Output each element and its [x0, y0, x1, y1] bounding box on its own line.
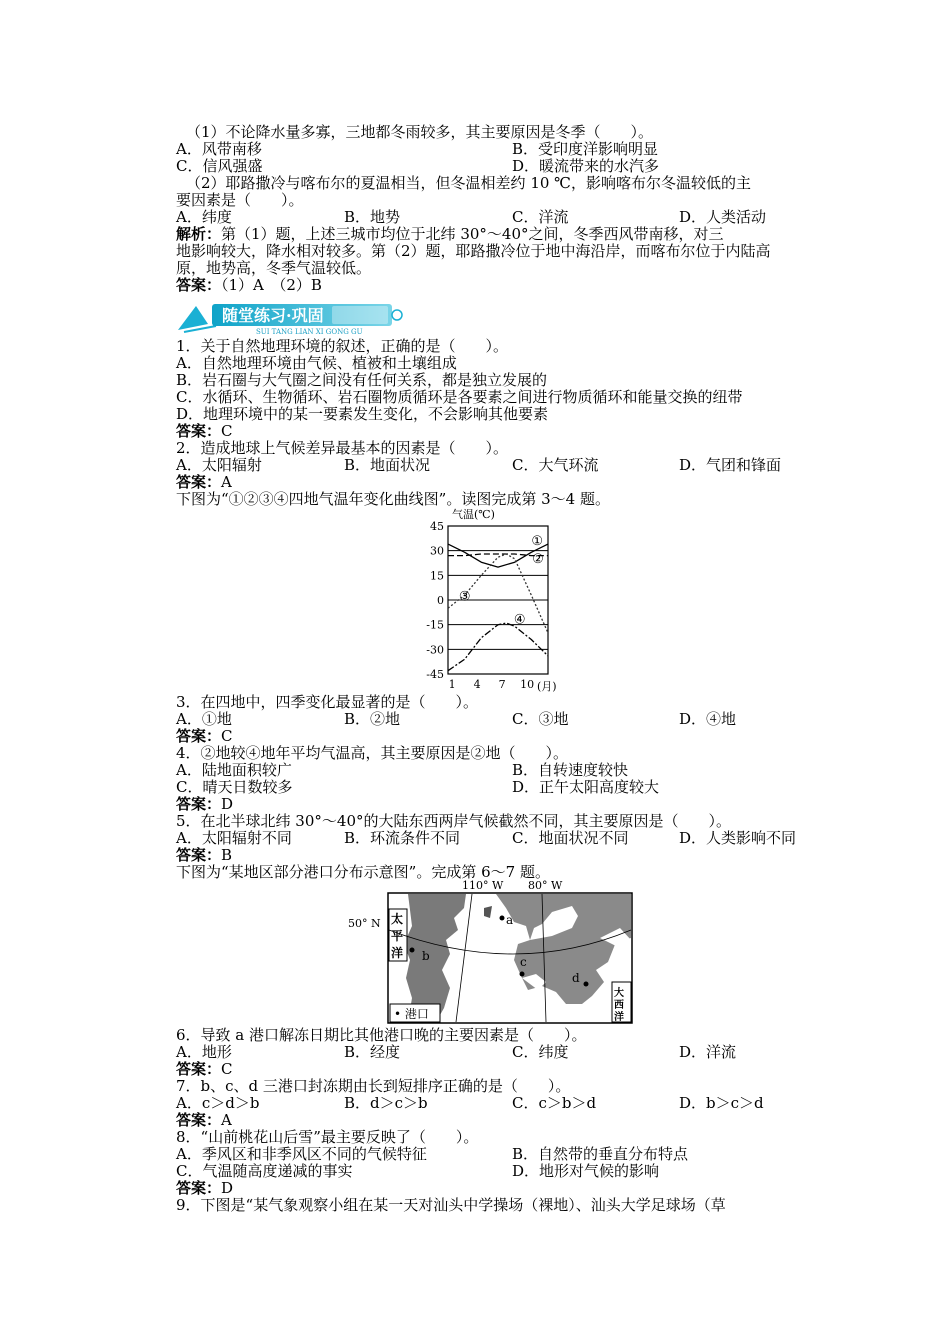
- q4-options-row2: [176, 779, 816, 796]
- answer-value: C: [221, 422, 233, 440]
- chart-y-tick-label: -15: [426, 618, 444, 632]
- answer-value: B: [221, 846, 233, 864]
- q7-options: [176, 1095, 816, 1112]
- q1-option-d: D．地理环境中的某一要素发生变化，不会影响其他要素: [176, 405, 549, 423]
- answer-label: 答案：: [176, 1060, 222, 1078]
- q1-answer: [176, 423, 233, 440]
- q5-stem: 5．在北半球北纬 30°～40°的大陆东西两岸气候截然不同，其主要原因是（ ）。: [176, 812, 731, 830]
- option-a: A．太阳辐射不同: [176, 829, 292, 847]
- chart-x-tick-label: 4: [473, 678, 481, 691]
- chart-series-label: ②: [532, 551, 544, 567]
- option-c: C．纬度: [512, 1043, 569, 1061]
- q3-options: [176, 711, 816, 728]
- chart-x-tick-label: 1: [448, 678, 456, 691]
- chart-series-line: [448, 623, 548, 671]
- chart-series-label: ③: [458, 589, 471, 605]
- answer-value: （1）A （2）B: [221, 276, 322, 294]
- port-d-label: d: [572, 971, 580, 985]
- q3-stem: 3．在四地中，四季变化最显著的是（ ）。: [176, 693, 479, 711]
- option-b: B．d＞c＞b: [344, 1094, 428, 1112]
- chart-ylabel: 气温(℃): [452, 508, 495, 521]
- option-a: A．①地: [176, 710, 232, 728]
- answer-label: 答案：: [176, 846, 222, 864]
- analysis-text: 第（1）题，上述三城市均位于北纬 30°～40°之间，冬季西风带南移，对三: [221, 225, 724, 243]
- q5-answer: [176, 847, 232, 864]
- map-atlantic-char3: 洋: [614, 1012, 624, 1023]
- q1-stem: 1．关于自然地理环境的叙述，正确的是（ ）。: [176, 337, 509, 355]
- option-b: B．环流条件不同: [344, 829, 461, 847]
- option-a: A．风带南移: [176, 140, 262, 158]
- map-pacific-char3: 洋: [391, 946, 404, 960]
- answer-label: 答案：: [176, 795, 222, 813]
- section-banner: [176, 300, 406, 336]
- chart-series-label: ①: [531, 533, 543, 549]
- map-lon-80w: 80° W: [528, 879, 563, 892]
- option-c: C．洋流: [512, 208, 569, 226]
- option-c: C．地面状况不同: [512, 829, 629, 847]
- option-a: A．陆地面积较广: [176, 761, 292, 779]
- q1-option-a: A．自然地理环境由气候、植被和土壤组成: [176, 354, 457, 372]
- option-a: A．季风区和非季风区不同的气候特征: [176, 1145, 427, 1163]
- q9-stem: 9．下图是“某气象观察小组在某一天对汕头中学操场（裸地）、汕头大学足球场（草: [176, 1196, 726, 1214]
- intro-q1-stem: （1）不论降水量多寡，三地都冬雨较多，其主要原因是冬季（ ）。: [186, 123, 654, 141]
- intro-q2-stem-line1: （2）耶路撒冷与喀布尔的夏温相当，但冬温相差约 10 ℃，影响喀布尔冬温较低的主: [186, 174, 751, 192]
- map-legend: • 港口: [394, 1007, 429, 1021]
- chart-series-label: ④: [513, 612, 526, 628]
- q2-options: [176, 457, 816, 474]
- option-a: A．太阳辐射: [176, 456, 262, 474]
- option-b: B．自转速度较快: [512, 761, 629, 779]
- option-d: D．④地: [679, 710, 737, 728]
- map-atlantic-char1: 大: [614, 988, 624, 999]
- q1-option-b: B．岩石圈与大气圈之间没有任何关系，都是独立发展的: [176, 371, 548, 389]
- answer-value: A: [221, 473, 232, 491]
- q4-answer: [176, 796, 233, 813]
- option-a: A．纬度: [176, 208, 232, 226]
- banner-pinyin: SUI TANG LIAN XI GONG GU: [256, 328, 363, 336]
- q6-stem: 6．导致 a 港口解冻日期比其他港口晚的主要因素是（ ）。: [176, 1026, 587, 1044]
- chart-y-tick-label: 0: [437, 594, 444, 607]
- answer-label: 答案：: [176, 473, 222, 491]
- port-c: [520, 972, 525, 977]
- analysis-line3: 原，地势高，冬季气温较低。: [176, 259, 372, 277]
- temperature-chart: [416, 506, 568, 692]
- chart-y-tick-label: -45: [426, 668, 444, 681]
- banner-title: 随堂练习·巩固: [222, 306, 324, 325]
- chart-y-tick-label: 45: [430, 520, 444, 533]
- answer-value: C: [221, 727, 233, 745]
- fig2-intro: 下图为“某地区部分港口分布示意图”。完成第 6～7 题。: [176, 863, 550, 881]
- intro-q2-stem-line2: 要因素是（ ）。: [176, 191, 304, 209]
- option-d: D．气团和锋面: [679, 456, 782, 474]
- q2-stem: 2．造成地球上气候差异最基本的因素是（ ）。: [176, 439, 509, 457]
- option-d: D．暖流带来的水汽多: [512, 157, 660, 175]
- q8-answer: [176, 1180, 233, 1197]
- map-lat-50n: 50° N: [348, 917, 381, 930]
- map-atlantic-char2: 西: [614, 1000, 624, 1011]
- option-d: D．洋流: [679, 1043, 737, 1061]
- chart-y-tick-label: 15: [430, 569, 444, 583]
- option-c: C．信风强盛: [176, 157, 263, 175]
- banner-sail-icon: [178, 306, 208, 330]
- port-a-label: a: [506, 913, 514, 927]
- option-a: A．c＞d＞b: [176, 1094, 260, 1112]
- chart-y-tick-label: -30: [426, 643, 444, 657]
- chart-xlabel: (月): [537, 680, 557, 692]
- analysis-line1: [176, 226, 724, 243]
- answer-label: 答案：: [176, 276, 222, 294]
- intro-q2-opts: [176, 209, 816, 226]
- q7-answer: [176, 1112, 232, 1129]
- q3-answer: [176, 728, 233, 745]
- q5-options: [176, 830, 816, 847]
- option-b: B．地势: [344, 208, 401, 226]
- chart-y-tick-label: 30: [430, 544, 444, 558]
- map-pacific-char2: 平: [391, 929, 404, 943]
- answer-value: A: [221, 1111, 232, 1129]
- intro-q1-opts-row1: [176, 141, 816, 158]
- intro-q1-opts-row2: [176, 158, 816, 175]
- q8-options-row2: [176, 1163, 816, 1180]
- map-pacific-char1: 太: [391, 912, 404, 926]
- answer-value: D: [221, 795, 234, 813]
- q4-options-row1: [176, 762, 816, 779]
- port-b: [410, 948, 415, 953]
- option-b: B．②地: [344, 710, 401, 728]
- analysis-label: 解析：: [176, 225, 222, 243]
- port-b-label: b: [422, 949, 430, 963]
- option-c: C．晴天日数较多: [176, 778, 293, 796]
- answer-value: C: [221, 1060, 233, 1078]
- answer-label: 答案：: [176, 422, 222, 440]
- analysis-line2: 地影响较大，降水相对较多。第（2）题，耶路撒冷位于地中海沿岸，而喀布尔位于内陆高: [176, 242, 771, 260]
- option-b: B．自然带的垂直分布特点: [512, 1145, 689, 1163]
- port-map: [346, 878, 636, 1028]
- option-b: B．经度: [344, 1043, 401, 1061]
- q8-stem: 8．“山前桃花山后雪”最主要反映了（ ）。: [176, 1128, 479, 1146]
- port-c-label: c: [520, 955, 527, 969]
- option-c: C．气温随高度递减的事实: [176, 1162, 353, 1180]
- answer-label: 答案：: [176, 727, 222, 745]
- port-d: [584, 982, 589, 987]
- q7-stem: 7．b、c、d 三港口封冻期由长到短排序正确的是（ ）。: [176, 1077, 571, 1095]
- option-d: D．正午太阳高度较大: [512, 778, 660, 796]
- q4-stem: 4．②地较④地年平均气温高，其主要原因是②地（ ）。: [176, 744, 569, 762]
- port-a: [500, 916, 505, 921]
- option-b: B．地面状况: [344, 456, 431, 474]
- chart-x-tick-label: 10: [520, 678, 535, 691]
- answer-value: D: [221, 1179, 234, 1197]
- q1-option-c: C．水循环、生物循环、岩石圈物质循环是各要素之间进行物质循环和能量交换的纽带: [176, 388, 743, 406]
- answer-label: 答案：: [176, 1111, 222, 1129]
- intro-answer: [176, 277, 322, 294]
- q6-options: [176, 1044, 816, 1061]
- option-c: C．大气环流: [512, 456, 599, 474]
- option-d: D．人类影响不同: [679, 829, 797, 847]
- answer-label: 答案：: [176, 1179, 222, 1197]
- q2-answer: [176, 474, 232, 491]
- option-d: D．人类活动: [679, 208, 767, 226]
- fig1-intro: 下图为“①②③④四地气温年变化曲线图”。读图完成第 3～4 题。: [176, 490, 610, 508]
- map-lon-110w: 110° W: [462, 879, 504, 892]
- option-c: C．③地: [512, 710, 569, 728]
- option-d: D．地形对气候的影响: [512, 1162, 660, 1180]
- option-a: A．地形: [176, 1043, 232, 1061]
- q6-answer: [176, 1061, 233, 1078]
- q8-options-row1: [176, 1146, 816, 1163]
- chart-x-tick-label: 7: [498, 678, 506, 691]
- option-b: B．受印度洋影响明显: [512, 140, 659, 158]
- option-d: D．b＞c＞d: [679, 1094, 764, 1112]
- option-c: C．c＞b＞d: [512, 1094, 597, 1112]
